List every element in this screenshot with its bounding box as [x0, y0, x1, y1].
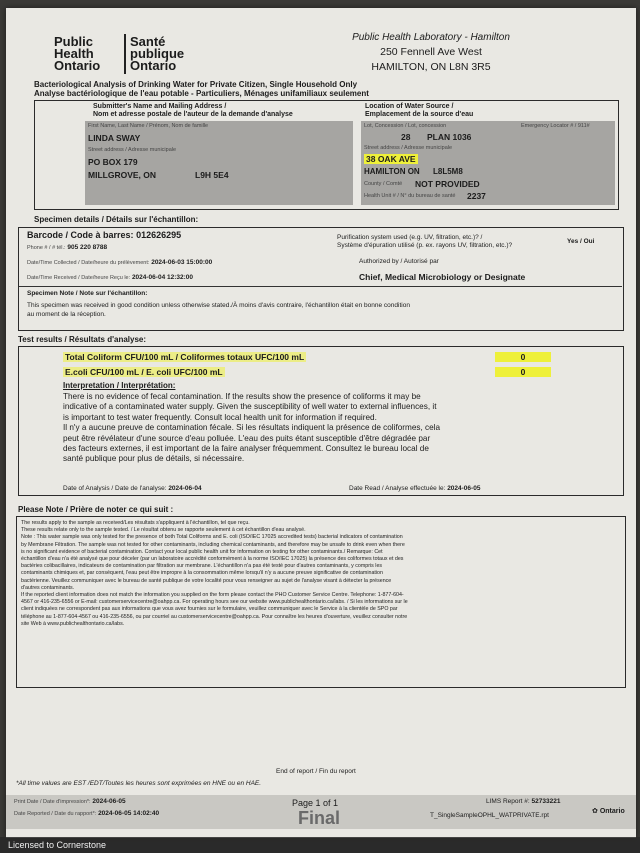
note-line: If the reported client information does not match the information you supplied on the form please contact the PHO Customer Service Centre. Telephone: 1-877-604-	[21, 592, 404, 599]
note-line: d'autres contaminants.	[21, 584, 75, 591]
lims-label: LIMS Report #:	[486, 798, 530, 805]
reported-date-label: Date Reported / Date du rapport*:	[14, 811, 97, 817]
note-line: client indiquées ne correspondent pas aux informations que vous avez fournies sur le formulaire, veuillez communiquer avec le Service à la clientèle de SPO par	[21, 606, 398, 613]
county-value: NOT PROVIDED	[415, 179, 480, 189]
collected-value: 2024-06-03 15:00:00	[151, 259, 213, 266]
lims-row	[486, 798, 560, 806]
page-number: Page 1 of 1	[292, 798, 339, 808]
note-line: contaminants chimiques et, par conséquent, l'eau peut être impropre à la consommation même lorsqu'il n'y a aucune preuve significative de contamination	[21, 570, 383, 577]
note-line: by Membrane Filtration. The sample was not tested for other contaminants, including chemical contaminants, and therefore may be unsafe to drink even when there	[21, 541, 405, 548]
ontario-logo-text: Ontario	[599, 808, 625, 815]
note-line: téléphone au 1-877-604-4567 ou 416-235-6556, ou par courriel au customerservicecentre@oahpp.ca. Pour connaître les heures d'ouverture, veuillez consulter notre	[21, 613, 408, 620]
county-label: County / Comté	[364, 181, 403, 187]
phone-row	[27, 244, 107, 252]
collected-row	[27, 259, 212, 267]
total-coliform-value: 0	[495, 352, 551, 362]
logo-english	[54, 36, 124, 72]
barcode-value: 012626295	[136, 230, 182, 240]
submitter-postal: L9H 5E4	[195, 170, 229, 180]
interp-line: santé publique pour plus de détails, si nécessaire.	[63, 454, 245, 464]
print-date-label: Print Date / Date d'impression*:	[14, 799, 91, 805]
location-plan: PLAN 1036	[427, 132, 472, 142]
note-line: 4567 or 416-235-6556 or E-mail: customerservicecentre@oahpp.ca. For operating hours see our website www.publichealthontario.ca/labs. / Si les informations sur le	[21, 599, 408, 606]
report-title-en: Bacteriological Analysis of Drinking Water for Private Citizen, Single Household Only	[34, 80, 358, 89]
note-line: bactéries colibacillaires, indicateurs de contamination par filtration sur membrane. L'échantillon n'a pas été testé pour d'autres contaminants, y compris les	[21, 563, 383, 570]
barcode-label: Barcode / Code à barres:	[27, 230, 134, 240]
interp-line: Il n'y a aucune preuve de contamination fécale. Si les résultats indiquent la présence de coliformes, cela	[63, 423, 441, 433]
purification-question	[337, 234, 547, 250]
analysis-date-label: Date of Analysis / Date de l'analyse:	[63, 485, 167, 492]
ecoli-value: 0	[495, 367, 551, 377]
interpretation-text	[63, 392, 583, 465]
submitter-name: LINDA SWAY	[88, 133, 141, 143]
please-note-box	[16, 516, 626, 688]
lab-street: 250 Fennell Ave West	[380, 46, 482, 58]
submitter-street: PO BOX 179	[88, 157, 138, 167]
lab-name: Public Health Laboratory - Hamilton	[352, 32, 510, 43]
received-value: 2024-06-04 12:32:00	[131, 274, 194, 281]
results-box	[18, 346, 624, 496]
received-row	[27, 274, 193, 282]
read-date-value: 2024-06-05	[447, 485, 481, 492]
trillium-icon: ✿	[592, 808, 598, 815]
logo-fr-line2: publique	[130, 46, 185, 61]
purification-en: Purification system used (e.g. UV, filtration, etc.)? /	[337, 234, 483, 241]
emergency-locator-label: Emergency Locator # / 911#	[521, 123, 590, 129]
submitter-name-label: First Name, Last Name / Prénom, Nom de famille	[88, 123, 209, 129]
phone-value: 905 220 8788	[67, 244, 108, 251]
collected-label: Date/Time Collected / Date/heure du prélèvement:	[27, 260, 150, 266]
health-unit-label: Health Unit # / N° du bureau de santé	[364, 193, 456, 199]
interp-line: des facteurs externes, il est important de la faire analyser fréquemment. Consultez le bureau local de	[63, 444, 429, 454]
reported-date-value: 2024-06-05 14:02:40	[98, 810, 160, 817]
purification-fr: Système d'épuration utilisé (p. ex. rayons UV, filtration, etc.)?	[337, 242, 513, 249]
ecoli-label: E.coli CFU/100 mL / E. coli UFC/100 mL	[65, 367, 223, 377]
lims-value: 52733221	[531, 798, 561, 805]
location-lot: 28	[401, 132, 411, 142]
specimen-note-title: Specimen Note / Note sur l'échantillon:	[27, 290, 148, 297]
template-name: T_SingleSampleOPHL_WATPRIVATE.rpt	[430, 812, 549, 819]
please-note-text	[21, 520, 623, 628]
time-note: *All time values are EST /EDT/Toutes les heures sont exprimées en HNE ou en HAE.	[16, 780, 262, 787]
location-street-label: Street address / Adresse municipale	[364, 145, 453, 151]
footer-bar	[6, 795, 636, 829]
logo-french	[130, 36, 210, 72]
license-watermark: Licensed to Cornerstone	[0, 837, 640, 853]
location-lot-label: Lot, Concession / Lot, concession	[364, 123, 447, 129]
interp-line: peut être révélateur d'une source d'eau polluée. L'eau des puits étant susceptible d'être dégradée par	[63, 433, 431, 443]
logo-fr-line3: Ontario	[130, 58, 177, 73]
reported-date-row	[14, 810, 159, 818]
interp-line: indicative of a contaminated water supply. Given the susceptibility of well water to external influences, it	[63, 402, 437, 412]
results-section-title: Test results / Résultats d'analyse:	[18, 335, 147, 344]
print-date-value: 2024-06-05	[92, 798, 126, 805]
total-coliform-label: Total Coliform CFU/100 mL / Coliformes totaux UFC/100 mL	[65, 352, 305, 362]
logo-divider	[124, 34, 126, 74]
note-line: échantillon d'eau n'a été analysé que pour déceler (par un laboratoire accrédité conformément à la norme ISO/IEC 17025) la présence des coliformes totaux et des	[21, 556, 404, 563]
print-date-row	[14, 798, 126, 806]
lab-city: HAMILTON, ON L8N 3R5	[371, 61, 491, 73]
please-note-title: Please Note / Prière de noter ce qui suit :	[18, 505, 174, 514]
interp-line: is important to test water frequently. Consult local health unit for information if required.	[63, 412, 377, 422]
interp-line: There is no evidence of fecal contamination. If the results show the presence of coliforms it may be	[63, 392, 421, 401]
pho-logo	[54, 32, 204, 78]
location-street: 38 OAK AVE	[366, 154, 416, 164]
submitter-header-en: Submitter's Name and Mailing Address /	[93, 103, 227, 110]
purification-yes-no: Yes / Oui	[567, 238, 595, 245]
submitter-header	[93, 103, 343, 119]
read-date-row	[349, 485, 480, 493]
location-postal: L8L5M8	[433, 167, 463, 176]
report-title-fr: Analyse bactériologique de l'eau potable - Particuliers, Ménages unifamiliaux seulement	[34, 89, 369, 98]
location-header	[365, 103, 615, 119]
note-line: bactérienne. Veuillez communiquer avec le bureau de santé publique de votre localité pour vous renseigner au sujet de l'analyse visant à détecter la présence	[21, 577, 392, 584]
lab-address	[336, 30, 526, 75]
submitter-header-fr: Nom et adresse postale de l'auteur de la demande d'analyse	[93, 111, 293, 118]
note-line: These results relate only to the sample tested. / Le résultat obtenu se rapporte seulement à cet échantillon d'eau analysé.	[21, 527, 306, 534]
submitter-street-label: Street address / Adresse municipale	[88, 147, 177, 153]
phone-label: Phone # / # tél.:	[27, 245, 66, 251]
analysis-date-value: 2024-06-04	[168, 485, 202, 492]
address-box	[34, 100, 619, 210]
logo-en-line3: Ontario	[54, 58, 101, 73]
lab-report-page	[6, 8, 636, 838]
read-date-label: Date Read / Analyse effectuée le:	[349, 485, 446, 492]
barcode-row	[27, 230, 181, 240]
report-title	[34, 80, 369, 98]
final-stamp: Final	[298, 808, 341, 828]
location-header-en: Location of Water Source /	[365, 103, 454, 110]
interpretation-title: Interpretation / Interprétation:	[63, 381, 176, 390]
health-unit-value: 2237	[467, 191, 486, 201]
specimen-section-title: Specimen details / Détails sur l'échantillon:	[34, 215, 199, 224]
end-of-report: End of report / Fin du report	[276, 768, 356, 775]
specimen-note-line2: au moment de la réception.	[27, 311, 106, 318]
analysis-date-row	[63, 485, 202, 493]
specimen-divider	[19, 286, 622, 287]
specimen-note-line1: This specimen was received in good condition unless otherwise stated./À moins d'avis contraire, l'échantillon était en bonne condition	[27, 302, 410, 309]
note-line: is no significant evidence of bacterial contamination. Contact your local public health unit for information on testing for other contaminants./ Remarque: Cet	[21, 548, 383, 555]
submitter-city: MILLGROVE, ON	[88, 170, 156, 180]
ontario-logo	[592, 807, 625, 815]
authorized-label: Authorized by / Autorisé par	[359, 258, 439, 265]
logo-en-line1: Public	[54, 34, 94, 49]
note-line: Note : This water sample was only tested for the presence of both Total Coliforms and E. coli (ISO/IEC 17025 accredited tests) bacterial indicators of contamination	[21, 534, 403, 541]
location-header-fr: Emplacement de la source d'eau	[365, 111, 474, 118]
location-city: HAMILTON ON	[364, 167, 420, 176]
note-line: site Web à www.publichealthontario.ca/labs.	[21, 620, 125, 627]
location-panel	[361, 121, 615, 205]
submitter-panel	[85, 121, 353, 205]
received-label: Date/Time Received / Date/heure Reçu le:	[27, 275, 131, 281]
note-line: The results apply to the sample as received/Les résultats s'appliquent à l'échantillon, tel que reçu.	[21, 520, 250, 526]
authorized-value: Chief, Medical Microbiology or Designate	[359, 272, 526, 282]
specimen-box	[18, 227, 624, 331]
logo-en-line2: Health	[54, 46, 94, 61]
logo-fr-line1: Santé	[130, 34, 166, 49]
